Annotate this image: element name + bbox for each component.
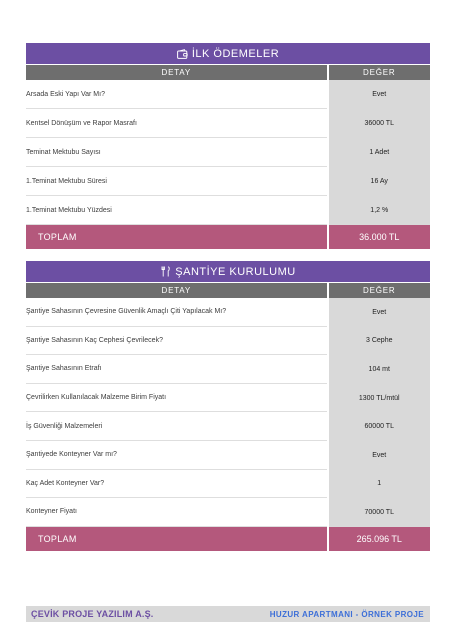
table-row	[26, 498, 430, 527]
row-value: 60000 TL	[329, 412, 431, 441]
row-value: 1 Adet	[329, 138, 431, 167]
page-footer	[26, 606, 430, 622]
table-row	[26, 327, 430, 356]
initial-payments-total-row	[26, 225, 430, 249]
table-row	[26, 470, 430, 499]
row-label: Konteyner Fiyatı	[26, 498, 327, 527]
row-label: Kaç Adet Konteyner Var?	[26, 470, 327, 499]
row-value: 1	[329, 470, 431, 499]
site-setup-title: ŞANTİYE KURULUMU	[175, 265, 296, 278]
row-label: Kentsel Dönüşüm ve Rapor Masrafı	[26, 109, 327, 138]
row-value: 70000 TL	[329, 498, 431, 527]
site-setup-title-bar	[26, 261, 430, 282]
total-label: TOPLAM	[26, 225, 327, 249]
initial-payments-title-bar	[26, 43, 430, 64]
table-row	[26, 441, 430, 470]
initial-payments-title: İLK ÖDEMELER	[191, 47, 280, 60]
total-value: 36.000 TL	[329, 225, 430, 249]
value-column-header: DEĞER	[329, 283, 431, 298]
tools-icon	[160, 266, 171, 277]
row-label: 1.Teminat Mektubu Süresi	[26, 167, 327, 196]
table-row	[26, 196, 430, 225]
row-label: 1.Teminat Mektubu Yüzdesi	[26, 196, 327, 225]
row-value: Evet	[329, 80, 431, 109]
row-value: 104 mt	[329, 355, 431, 384]
row-label: İş Güvenliği Malzemeleri	[26, 412, 327, 441]
table-row	[26, 412, 430, 441]
total-label: TOPLAM	[26, 527, 327, 551]
row-label: Teminat Mektubu Sayısı	[26, 138, 327, 167]
table-row	[26, 138, 430, 167]
table-row	[26, 298, 430, 327]
row-value: 1300 TL/mtül	[329, 384, 431, 413]
initial-payments-header-row	[26, 64, 430, 80]
table-row	[26, 355, 430, 384]
initial-payments-section	[26, 43, 430, 249]
table-row	[26, 384, 430, 413]
site-setup-section	[26, 261, 430, 551]
row-label: Şantiye Sahasının Çevresine Güvenlik Amaçlı Çiti Yapılacak Mı?	[26, 298, 327, 327]
site-setup-total-row	[26, 527, 430, 551]
table-row	[26, 167, 430, 196]
site-setup-header-row	[26, 282, 430, 298]
row-value: 3 Cephe	[329, 327, 431, 356]
row-label: Şantiye Sahasının Kaç Cephesi Çevrilecek?	[26, 327, 327, 356]
row-value: 16 Ay	[329, 167, 431, 196]
value-column-header: DEĞER	[329, 65, 431, 80]
row-value: 1,2 %	[329, 196, 431, 225]
detail-column-header: DETAY	[26, 65, 327, 80]
wallet-icon	[177, 49, 188, 59]
table-row	[26, 109, 430, 138]
total-value: 265.096 TL	[329, 527, 430, 551]
row-label: Şantiye Sahasının Etrafı	[26, 355, 327, 384]
detail-column-header: DETAY	[26, 283, 327, 298]
row-label: Çevrilirken Kullanılacak Malzeme Birim Fiyatı	[26, 384, 327, 413]
row-value: 36000 TL	[329, 109, 431, 138]
footer-company-name: ÇEVİK PROJE YAZILIM A.Ş.	[31, 609, 154, 619]
row-label: Şantiyede Konteyner Var mı?	[26, 441, 327, 470]
footer-project-name: HUZUR APARTMANI - ÖRNEK PROJE	[269, 609, 424, 619]
table-row	[26, 80, 430, 109]
row-label: Arsada Eski Yapı Var Mı?	[26, 80, 327, 109]
row-value: Evet	[329, 441, 431, 470]
row-value: Evet	[329, 298, 431, 327]
